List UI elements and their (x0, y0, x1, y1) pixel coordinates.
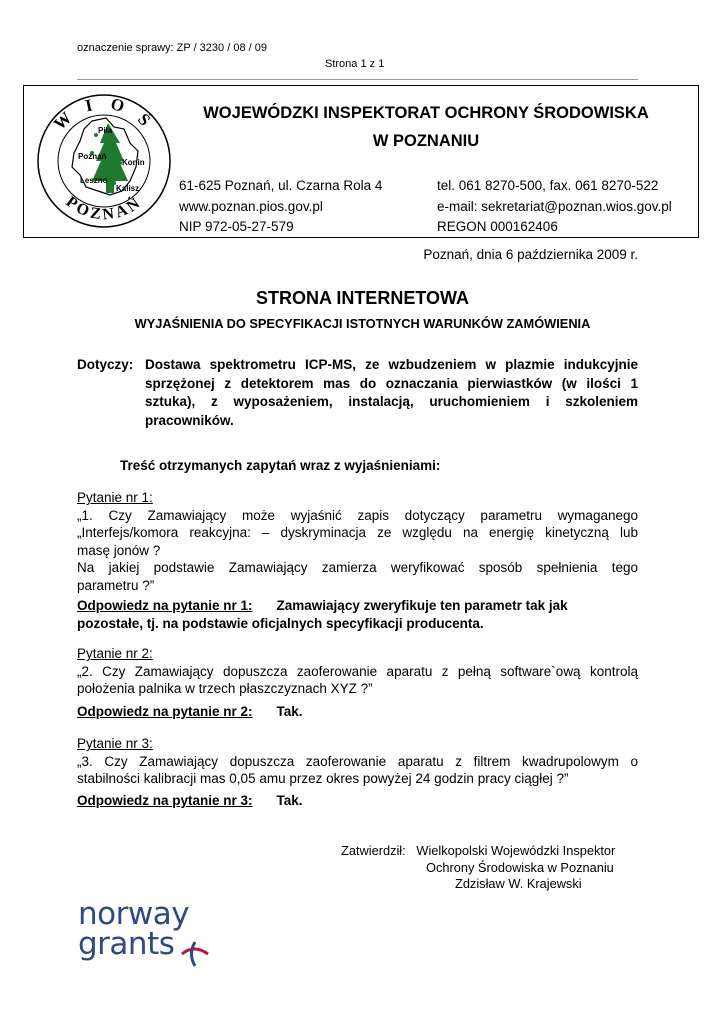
institution-city: W POZNANIU (372, 132, 480, 150)
intro-text: Treść otrzymanych zapytań wraz z wyjaśnieniami: (120, 458, 441, 473)
answer-text: Tak. (276, 704, 303, 719)
question-1 (77, 489, 638, 594)
approval-title: Wielkopolski Wojewódzki Inspektor (416, 843, 616, 858)
map-label-leszno: Leszno (80, 176, 108, 185)
subject-label: Dotyczy: (77, 357, 134, 372)
contact-left (179, 176, 382, 238)
phone: tel. 061 8270-500, fax. 061 8270-522 (437, 178, 659, 193)
question-2 (77, 645, 638, 698)
logo-top-text: W I O Ś (49, 93, 159, 134)
approval-block (341, 843, 615, 893)
page-title: STRONA INTERNETOWA (255, 288, 469, 308)
page-number: Strona 1 z 1 (325, 58, 385, 70)
answer-label: Odpowiedz na pytanie nr 1: (77, 598, 253, 613)
page-subtitle: WYJAŚNIENIA DO SPECYFIKACJI ISTOTNYCH WARUNKÓW ZAMÓWIENIA (134, 316, 591, 331)
map-label-kalisz: Kalisz (116, 184, 140, 193)
question-line: stabilności kalibracji mas 0,05 amu przez okres powyżej 24 godzin pracy ciągłej ?” (77, 771, 569, 786)
subject-line: sztuka), z wyposażeniem, instalacją, uruchomieniem i szkoleniem (145, 394, 638, 409)
letterhead (23, 85, 699, 238)
question-line: „3. Czy Zamawiający dopuszcza zaoferowanie aparatu z filtrem kwadrupolowym o (77, 753, 638, 769)
svg-text:POZNAŃ (63, 192, 146, 224)
document-date: Poznań, dnia 6 października 2009 r. (423, 247, 638, 262)
map-label-poznan: Poznań (78, 152, 107, 161)
answer-text: Tak. (276, 793, 303, 808)
answer-3 (77, 792, 638, 810)
regon: REGON 000162406 (437, 219, 558, 234)
nip: NIP 972-05-27-579 (179, 219, 294, 234)
subject-line: sprzężonej z detektorem mas do oznaczania pierwiastków (w ilości 1 (145, 375, 638, 391)
subject-line: pracowników. (145, 412, 234, 428)
answer-label: Odpowiedz na pytanie nr 2: (77, 704, 253, 719)
logo-line-1: norway (78, 896, 190, 932)
address: 61-625 Poznań, ul. Czarna Rola 4 (179, 178, 383, 193)
question-line: „2. Czy Zamawiający dopuszcza zaoferowanie aparatu z pełną software`ową kontrolą (77, 663, 638, 679)
map-label-konin: Konin (122, 158, 145, 167)
approval-signatory: Zdzisław W. Krajewski (455, 876, 582, 891)
subject-line: Dostawa spektrometru ICP-MS, ze wzbudzeniem w plazmie indukcyjnie (145, 357, 638, 372)
header-divider (77, 79, 638, 80)
answer-label: Odpowiedz na pytanie nr 3: (77, 793, 253, 808)
question-3 (77, 735, 638, 788)
approval-label: Zatwierdził: (341, 843, 406, 858)
norway-grants-logo (78, 896, 218, 980)
institution-title: WOJEWÓDZKI INSPEKTORAT OCHRONY ŚRODOWISKA (203, 104, 649, 122)
question-line: położenia palnika w trzech płaszczyznach XYZ ?” (77, 681, 373, 696)
answer-1 (77, 597, 638, 632)
answer-2 (77, 703, 638, 721)
norway-cross-icon (178, 934, 212, 968)
email: e-mail: sekretariat@poznan.wios.gov.pl (437, 198, 672, 214)
question-line: „1. Czy Zamawiający może wyjaśnić zapis dotyczący parametru wymaganego (77, 507, 638, 523)
logo-bottom-text: POZNAŃ (62, 193, 146, 224)
approval-title-2: Ochrony Środowiska w Poznaniu (426, 859, 614, 875)
wios-logo (34, 91, 174, 231)
question-label: Pytanie nr 2: (77, 646, 153, 661)
answer-text: Zamawiający zweryfikuje ten parametr tak jak (276, 598, 568, 613)
question-line: Na jakiej podstawie Zamawiający zamierza weryfikować sposób spełnienia tego (77, 560, 638, 575)
question-line: parametru ?” (77, 577, 155, 593)
question-line: masę jonów ? (77, 542, 161, 558)
contact-right (437, 176, 672, 238)
question-label: Pytanie nr 1: (77, 490, 153, 505)
question-line: „Interfejs/komora reakcyjna: – dyskryminacja ze względu na energię kinetyczną lub (77, 525, 638, 540)
map-label-pila: Piła (98, 126, 113, 135)
answer-text: pozostałe, tj. na podstawie oficjalnych specyfikacji producenta. (77, 615, 484, 631)
case-reference: oznaczenie sprawy: ZP / 3230 / 08 / 09 (77, 42, 267, 54)
website: www.poznan.pios.gov.pl (179, 198, 323, 214)
question-label: Pytanie nr 3: (77, 736, 153, 751)
subject-text (145, 356, 638, 430)
logo-line-2: grants (78, 926, 175, 962)
